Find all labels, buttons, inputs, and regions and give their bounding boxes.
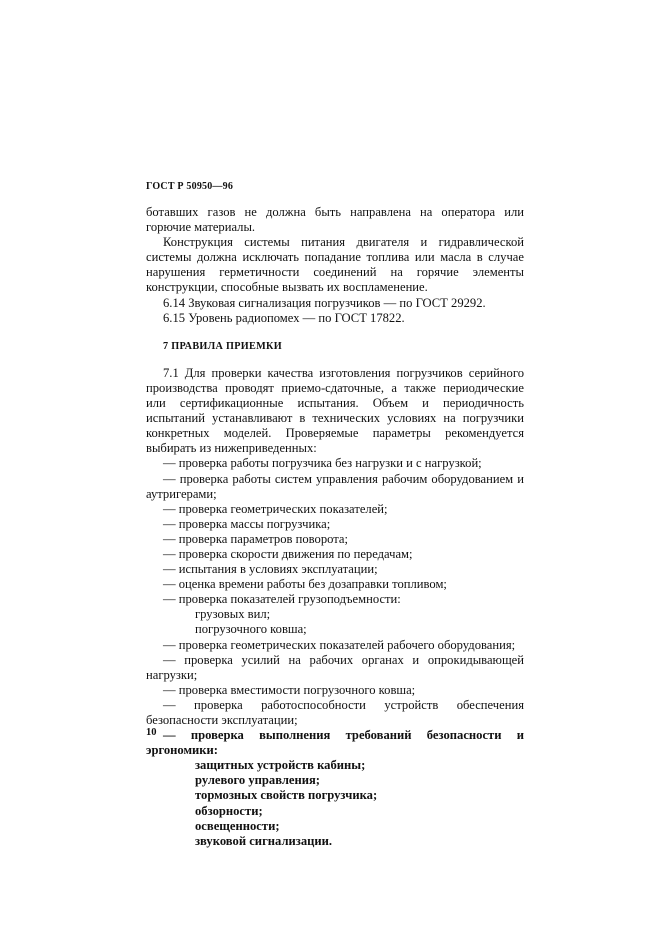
- list-subitem: освещенности;: [195, 818, 280, 833]
- list-item: — проверка выполнения требований безопасности и эргономики:: [146, 728, 524, 758]
- list-subitem: рулевого управления;: [195, 773, 321, 788]
- list-item: — проверка работы погрузчика без нагрузки и с нагрузкой;: [163, 456, 482, 471]
- list-item: — проверка работоспособности устройств обеспечения безопасности эксплуатации;: [146, 697, 524, 727]
- list-subitem: грузовых вил;: [195, 607, 271, 622]
- page-header: ГОСТ Р 50950—96: [146, 181, 234, 192]
- paragraph-fuel-system: Конструкция системы питания двигателя и гидравлической системы должна исключать попадание топлива или масла в случае нарушения герметичности соединений на горячие элементы конструкции, способные вызвать их воспламенение.: [146, 235, 524, 295]
- section-title: 7 ПРАВИЛА ПРИЕМКИ: [163, 340, 282, 352]
- clause-7-1: 7.1 Для проверки качества изготовления погрузчиков серийного производства проводят приемо-сдаточные, а также периодические или сертификационные испытания. Объем и периодичность испытаний устанавливают в технических условиях на погрузчики конкретных моделей. Проверяемые параметры рекомендуется выбирать из нижеприведенных:: [146, 365, 524, 456]
- page-number: 10: [146, 727, 157, 738]
- list-subitem: тормозных свойств погрузчика;: [195, 788, 378, 803]
- list-item: — проверка работы систем управления рабочим оборудованием и аутригерами;: [146, 471, 524, 501]
- list-item: — проверка геометрических показателей рабочего оборудования;: [163, 637, 516, 652]
- list-item: — проверка вместимости погрузочного ковша;: [163, 682, 416, 697]
- list-item: — проверка массы погрузчика;: [163, 516, 331, 531]
- list-subitem: защитных устройств кабины;: [195, 758, 366, 773]
- list-subitem: погрузочного ковша;: [195, 622, 307, 637]
- list-subitem: обзорности;: [195, 803, 263, 818]
- clause-6-14: 6.14 Звуковая сигнализация погрузчиков — по ГОСТ 29292.: [163, 295, 486, 310]
- list-item: — проверка геометрических показателей;: [163, 501, 388, 516]
- list-item: — проверка усилий на рабочих органах и опрокидывающей нагрузки;: [146, 652, 524, 682]
- list-subitem: звуковой сигнализации.: [195, 833, 333, 848]
- list-item: — проверка параметров поворота;: [163, 531, 348, 546]
- list-item: — испытания в условиях эксплуатации;: [163, 562, 378, 577]
- body-text: [146, 205, 524, 849]
- list-item: — оценка времени работы без дозаправки топливом;: [163, 577, 447, 592]
- paragraph-continuation: ботавших газов не должна быть направлена на оператора или горючие материалы.: [146, 205, 524, 235]
- clause-6-15: 6.15 Уровень радиопомех — по ГОСТ 17822.: [163, 310, 405, 325]
- list-item: — проверка показателей грузоподъемности:: [163, 592, 401, 607]
- list-item: — проверка скорости движения по передачам;: [163, 546, 413, 561]
